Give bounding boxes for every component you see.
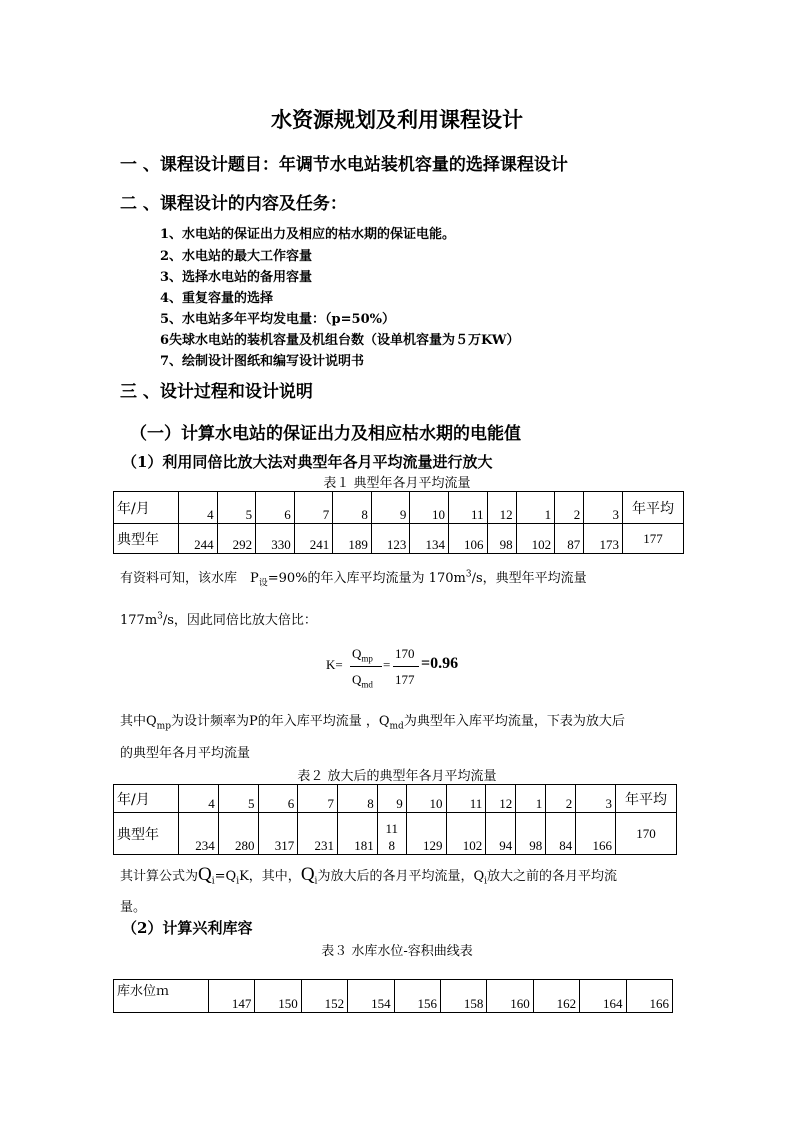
table-1-header-label: 年/月 bbox=[114, 492, 179, 524]
task-item-3: 3、选择水电站的备用容量 bbox=[160, 270, 313, 285]
section-2-heading: 二 、课程设计的内容及任务： bbox=[120, 194, 347, 214]
table-3-cell: 162 bbox=[533, 980, 579, 1013]
table-1-month: 6 bbox=[256, 492, 295, 524]
table-1-month: 11 bbox=[448, 492, 487, 524]
table-2-month: 1 bbox=[516, 785, 546, 813]
table-2-cell: 102 bbox=[446, 813, 486, 855]
paragraph-3: 其中$Q_{mp}$为设计频率为P的年入库平均流量 ，$Q_{md}$为典型年入库平均流量，下表为放大后 bbox=[120, 714, 625, 732]
table-2-cell: 129 bbox=[406, 813, 446, 855]
formula-fraction-bar-1 bbox=[350, 666, 382, 667]
table-3-cell: 156 bbox=[394, 980, 440, 1013]
table-2-caption: 表２ 放大后的典型年各月平均流量 bbox=[297, 769, 497, 784]
task-item-4: 4、重复容量的选择 bbox=[160, 291, 274, 306]
table-1-cell: 102 bbox=[516, 524, 555, 554]
table-1-month: 7 bbox=[294, 492, 333, 524]
table-2-avg-label: 年平均 bbox=[616, 785, 677, 813]
table-2-row-label: 典型年 bbox=[114, 813, 179, 855]
table-2-data-row bbox=[114, 813, 677, 855]
subsection-1-2-heading: （2）计算兴利库容 bbox=[122, 919, 253, 937]
table-2-cell: 234 bbox=[179, 813, 219, 855]
table-1-avg-label: 年平均 bbox=[623, 492, 684, 524]
table-2-month: 2 bbox=[546, 785, 576, 813]
table-3-caption: 表３ 水库水位-容积曲线表 bbox=[321, 944, 473, 959]
table-1-month: 12 bbox=[487, 492, 516, 524]
table-3 bbox=[113, 979, 673, 1013]
formula-result: =0.96 bbox=[421, 655, 459, 672]
table-2-cell: 84 bbox=[546, 813, 576, 855]
table-1-row-label: 典型年 bbox=[114, 524, 179, 554]
table-1-cell: 330 bbox=[256, 524, 295, 554]
table-1-data-row bbox=[114, 524, 684, 554]
formula-numerator-1: $Q_{mp}$ bbox=[352, 646, 373, 664]
table-3-cell: 147 bbox=[209, 980, 255, 1013]
section-1-heading: 一 、课程设计题目：年调节水电站装机容量的选择课程设计 bbox=[120, 155, 568, 175]
task-item-6: 6失球水电站的装机容量及机组台数（设单机容量为５万KW） bbox=[160, 333, 520, 348]
table-2-header-label: 年/月 bbox=[114, 785, 179, 813]
table-2-month: 5 bbox=[218, 785, 258, 813]
table-1-cell: 173 bbox=[584, 524, 623, 554]
table-2-cell: 166 bbox=[576, 813, 616, 855]
table-3-cell: 166 bbox=[626, 980, 672, 1013]
subsection-1-heading: （一）计算水电站的保证出力及相应枯水期的电能值 bbox=[130, 424, 521, 444]
table-1-cell: 244 bbox=[179, 524, 218, 554]
section-3-heading: 三 、设计过程和设计说明 bbox=[120, 382, 313, 402]
formula-equals: = bbox=[383, 657, 391, 672]
paragraph-6: 量。 bbox=[120, 900, 147, 915]
table-2-cell: 317 bbox=[258, 813, 298, 855]
table-1-cell: 292 bbox=[217, 524, 256, 554]
table-2 bbox=[113, 784, 677, 855]
document-title: 水资源规划及利用课程设计 bbox=[271, 107, 523, 132]
table-2-month: 4 bbox=[179, 785, 219, 813]
table-2-cell: 181 bbox=[338, 813, 378, 855]
table-3-cell: 152 bbox=[301, 980, 347, 1013]
table-1 bbox=[113, 491, 684, 554]
task-item-1: 1、水电站的保证出力及相应的枯水期的保证电能。 bbox=[160, 227, 456, 242]
table-1-caption: 表１ 典型年各月平均流量 bbox=[323, 476, 471, 491]
table-3-row-label: 库水位ｍ bbox=[114, 980, 209, 1013]
table-2-month: 11 bbox=[446, 785, 486, 813]
table-1-cell: 134 bbox=[410, 524, 449, 554]
table-2-cell: 231 bbox=[298, 813, 338, 855]
formula-denominator-2: 177 bbox=[395, 672, 415, 687]
formula-k-label: K= bbox=[326, 657, 343, 672]
table-2-month: 6 bbox=[258, 785, 298, 813]
table-2-header-row bbox=[114, 785, 677, 813]
subsection-1-1-heading: （1）利用同倍比放大法对典型年各月平均流量进行放大 bbox=[122, 453, 493, 471]
table-1-header-row bbox=[114, 492, 684, 524]
table-1-avg-value: 177 bbox=[623, 524, 684, 554]
table-3-cell: 154 bbox=[348, 980, 394, 1013]
table-2-month: 8 bbox=[338, 785, 378, 813]
table-1-cell: 241 bbox=[294, 524, 333, 554]
table-1-month: 8 bbox=[333, 492, 372, 524]
table-3-cell: 158 bbox=[440, 980, 486, 1013]
task-item-5: 5、水电站多年平均发电量：（p=50%） bbox=[160, 312, 395, 327]
table-3-row bbox=[114, 980, 673, 1013]
table-1-month: 10 bbox=[410, 492, 449, 524]
paragraph-4: 的典型年各月平均流量 bbox=[120, 746, 251, 761]
formula-numerator-2: 170 bbox=[395, 646, 415, 661]
table-1-month: 1 bbox=[516, 492, 555, 524]
formula-fraction-bar-2 bbox=[393, 666, 419, 667]
table-1-month: 2 bbox=[555, 492, 584, 524]
table-1-cell: 87 bbox=[555, 524, 584, 554]
table-3-cell: 160 bbox=[487, 980, 533, 1013]
paragraph-5: 其计算公式为$Q_i=Q_iK$，其中，$Q_i$为放大后的各月平均流量，$Q_i$放大之前的各月平均流 bbox=[120, 864, 618, 887]
table-2-cell: 280 bbox=[218, 813, 258, 855]
table-2-cell: 11 8 bbox=[377, 813, 406, 855]
paragraph-1: 有资料可知，该水库 $P_设=90\%$的年入库平均流量为 $170m^3/s$，典型年平均流量 bbox=[120, 569, 587, 589]
table-1-cell: 189 bbox=[333, 524, 372, 554]
table-2-cell: 98 bbox=[516, 813, 546, 855]
formula-denominator-1: $Q_{md}$ bbox=[352, 672, 373, 690]
table-2-month: 7 bbox=[298, 785, 338, 813]
table-3-cell: 164 bbox=[580, 980, 626, 1013]
table-1-cell: 123 bbox=[371, 524, 410, 554]
table-3-cell: 150 bbox=[255, 980, 301, 1013]
table-2-month: 10 bbox=[406, 785, 446, 813]
table-1-month: 9 bbox=[371, 492, 410, 524]
table-2-cell: 94 bbox=[486, 813, 516, 855]
paragraph-2: $177m^3/s$，因此同倍比放大倍比： bbox=[120, 611, 317, 628]
task-item-2: 2、水电站的最大工作容量 bbox=[160, 249, 313, 264]
table-2-month: 3 bbox=[576, 785, 616, 813]
table-2-month: 9 bbox=[377, 785, 406, 813]
table-1-month: 5 bbox=[217, 492, 256, 524]
table-1-cell: 106 bbox=[448, 524, 487, 554]
task-item-7: 7、绘制设计图纸和编写设计说明书 bbox=[160, 354, 365, 369]
table-1-cell: 98 bbox=[487, 524, 516, 554]
table-2-month: 12 bbox=[486, 785, 516, 813]
table-1-month: 3 bbox=[584, 492, 623, 524]
table-1-month: 4 bbox=[179, 492, 218, 524]
table-2-avg-value: 170 bbox=[616, 813, 677, 855]
